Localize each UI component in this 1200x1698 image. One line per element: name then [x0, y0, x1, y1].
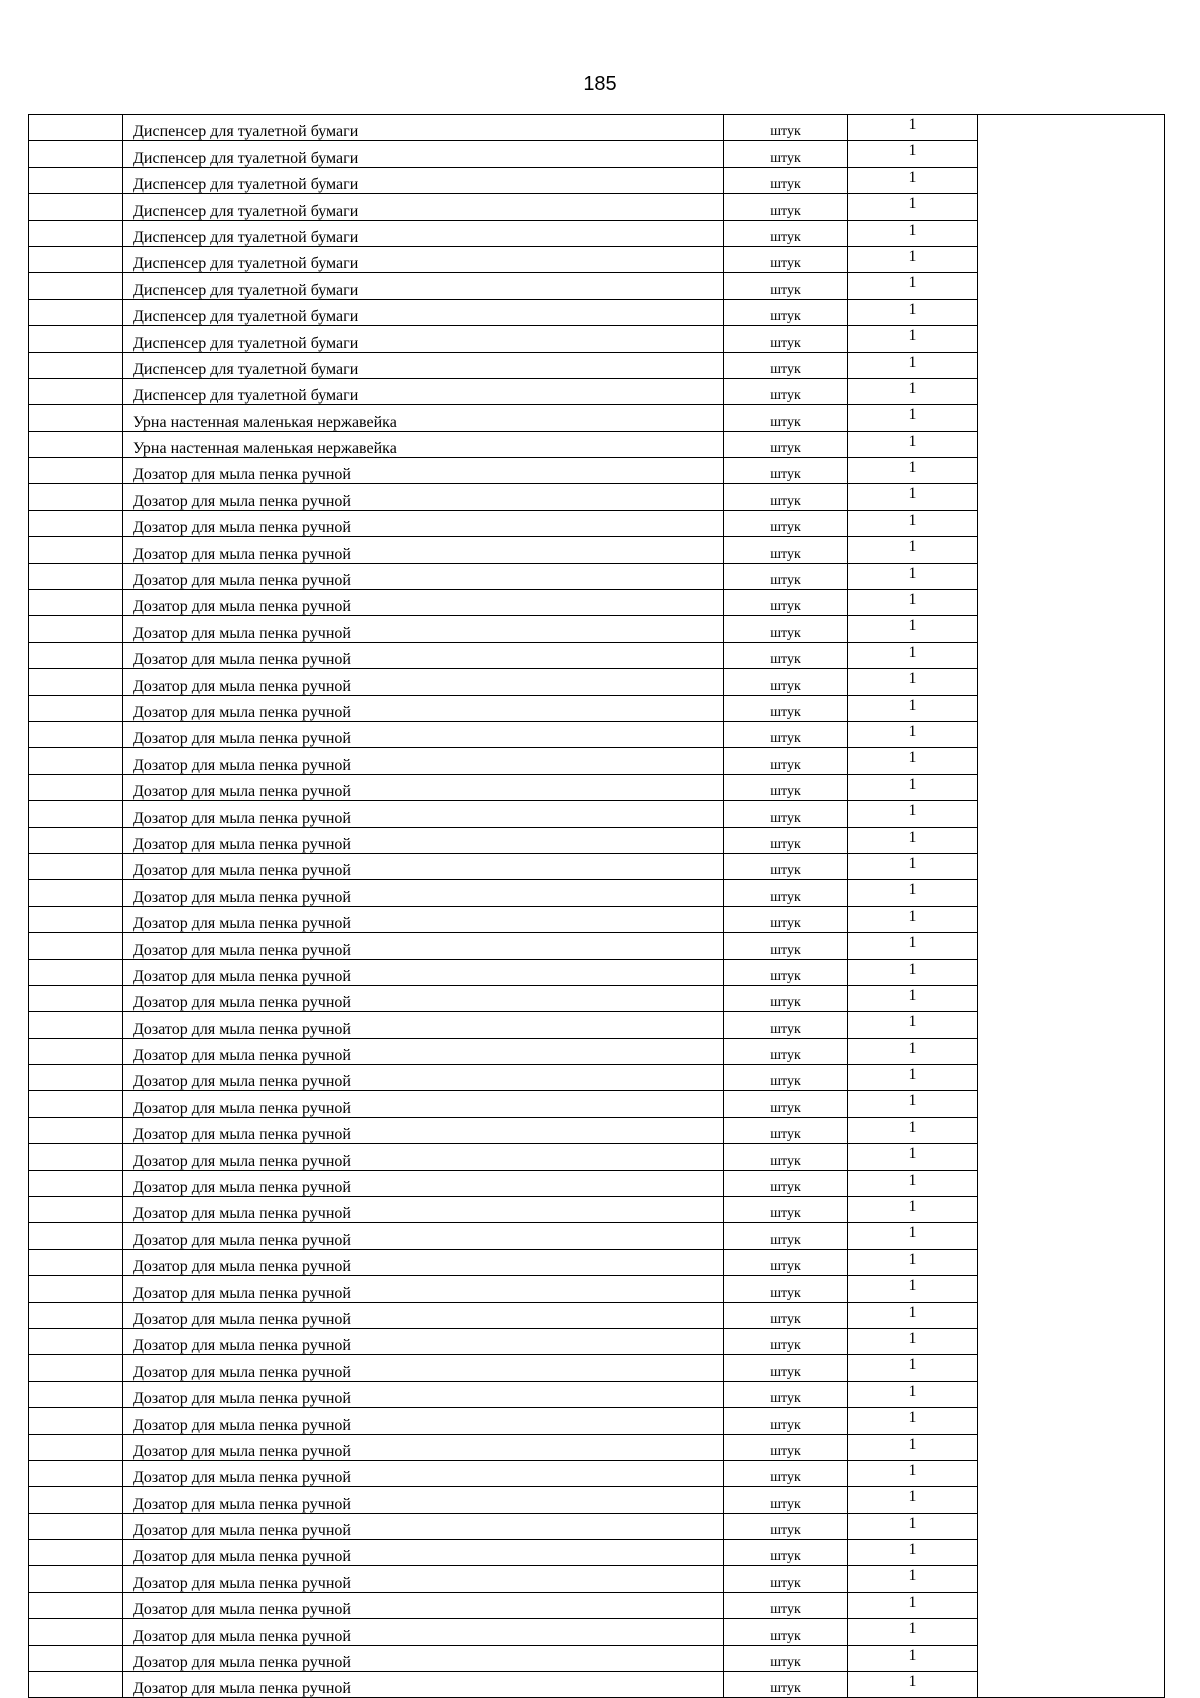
item-name-cell: Дозатор для мыла пенка ручной	[123, 1355, 724, 1381]
unit-cell: штук	[724, 1355, 848, 1381]
item-name-cell: Диспенсер для туалетной бумаги	[123, 246, 724, 272]
quantity-cell: 1	[848, 246, 978, 272]
quantity-cell: 1	[848, 1592, 978, 1618]
quantity-cell: 1	[848, 1619, 978, 1645]
item-name-cell: Дозатор для мыла пенка ручной	[123, 1249, 724, 1275]
quantity-cell: 1	[848, 563, 978, 589]
row-number-cell	[29, 1355, 123, 1381]
quantity-cell: 1	[848, 669, 978, 695]
item-name-cell: Диспенсер для туалетной бумаги	[123, 141, 724, 167]
unit-cell: штук	[724, 273, 848, 299]
quantity-cell: 1	[848, 1170, 978, 1196]
row-number-cell	[29, 115, 123, 141]
item-name-cell: Дозатор для мыла пенка ручной	[123, 1197, 724, 1223]
row-number-cell	[29, 1645, 123, 1671]
item-name-cell: Дозатор для мыла пенка ручной	[123, 616, 724, 642]
row-number-cell	[29, 220, 123, 246]
item-name-cell: Дозатор для мыла пенка ручной	[123, 1276, 724, 1302]
unit-cell: штук	[724, 405, 848, 431]
quantity-cell: 1	[848, 774, 978, 800]
note-cell	[978, 115, 1165, 1698]
row-number-cell	[29, 1487, 123, 1513]
quantity-cell: 1	[848, 801, 978, 827]
item-name-cell: Дозатор для мыла пенка ручной	[123, 590, 724, 616]
quantity-cell: 1	[848, 1566, 978, 1592]
unit-cell: штук	[724, 853, 848, 879]
unit-cell: штук	[724, 1302, 848, 1328]
unit-cell: штук	[724, 1038, 848, 1064]
row-number-cell	[29, 1117, 123, 1143]
row-number-cell	[29, 880, 123, 906]
quantity-cell: 1	[848, 1355, 978, 1381]
unit-cell: штук	[724, 959, 848, 985]
quantity-cell: 1	[848, 1302, 978, 1328]
quantity-cell: 1	[848, 906, 978, 932]
quantity-cell: 1	[848, 141, 978, 167]
unit-cell: штук	[724, 1592, 848, 1618]
row-number-cell	[29, 616, 123, 642]
unit-cell: штук	[724, 669, 848, 695]
unit-cell: штук	[724, 194, 848, 220]
quantity-cell: 1	[848, 695, 978, 721]
row-number-cell	[29, 378, 123, 404]
row-number-cell	[29, 510, 123, 536]
quantity-cell: 1	[848, 933, 978, 959]
row-number-cell	[29, 695, 123, 721]
quantity-cell: 1	[848, 827, 978, 853]
row-number-cell	[29, 1144, 123, 1170]
row-number-cell	[29, 1434, 123, 1460]
item-name-cell: Урна настенная маленькая нержавейка	[123, 431, 724, 457]
row-number-cell	[29, 1592, 123, 1618]
row-number-cell	[29, 141, 123, 167]
row-number-cell	[29, 1513, 123, 1539]
quantity-cell: 1	[848, 115, 978, 141]
unit-cell: штук	[724, 1091, 848, 1117]
item-name-cell: Дозатор для мыла пенка ручной	[123, 880, 724, 906]
item-name-cell: Диспенсер для туалетной бумаги	[123, 352, 724, 378]
item-name-cell: Дозатор для мыла пенка ручной	[123, 669, 724, 695]
row-number-cell	[29, 484, 123, 510]
unit-cell: штук	[724, 220, 848, 246]
item-name-cell: Дозатор для мыла пенка ручной	[123, 1117, 724, 1143]
item-name-cell: Дозатор для мыла пенка ручной	[123, 642, 724, 668]
quantity-cell: 1	[848, 1038, 978, 1064]
item-name-cell: Дозатор для мыла пенка ручной	[123, 1038, 724, 1064]
row-number-cell	[29, 827, 123, 853]
item-name-cell: Дозатор для мыла пенка ручной	[123, 458, 724, 484]
row-number-cell	[29, 458, 123, 484]
quantity-cell: 1	[848, 326, 978, 352]
item-name-cell: Дозатор для мыла пенка ручной	[123, 933, 724, 959]
unit-cell: штук	[724, 1170, 848, 1196]
unit-cell: штук	[724, 590, 848, 616]
item-name-cell: Дозатор для мыла пенка ручной	[123, 1065, 724, 1091]
unit-cell: штук	[724, 1328, 848, 1354]
unit-cell: штук	[724, 326, 848, 352]
unit-cell: штук	[724, 299, 848, 325]
unit-cell: штук	[724, 1487, 848, 1513]
quantity-cell: 1	[848, 167, 978, 193]
item-name-cell: Дозатор для мыла пенка ручной	[123, 853, 724, 879]
row-number-cell	[29, 1302, 123, 1328]
item-name-cell: Дозатор для мыла пенка ручной	[123, 1540, 724, 1566]
item-name-cell: Дозатор для мыла пенка ручной	[123, 801, 724, 827]
row-number-cell	[29, 1065, 123, 1091]
unit-cell: штук	[724, 1540, 848, 1566]
quantity-cell: 1	[848, 1223, 978, 1249]
unit-cell: штук	[724, 748, 848, 774]
quantity-cell: 1	[848, 352, 978, 378]
row-number-cell	[29, 1381, 123, 1407]
quantity-cell: 1	[848, 1487, 978, 1513]
item-name-cell: Дозатор для мыла пенка ручной	[123, 1513, 724, 1539]
row-number-cell	[29, 299, 123, 325]
quantity-cell: 1	[848, 431, 978, 457]
item-name-cell: Дозатор для мыла пенка ручной	[123, 1592, 724, 1618]
quantity-cell: 1	[848, 1460, 978, 1486]
item-name-cell: Дозатор для мыла пенка ручной	[123, 985, 724, 1011]
row-number-cell	[29, 1276, 123, 1302]
item-name-cell: Дозатор для мыла пенка ручной	[123, 1487, 724, 1513]
unit-cell: штук	[724, 537, 848, 563]
row-number-cell	[29, 590, 123, 616]
item-name-cell: Дозатор для мыла пенка ручной	[123, 695, 724, 721]
item-name-cell: Диспенсер для туалетной бумаги	[123, 273, 724, 299]
row-number-cell	[29, 167, 123, 193]
quantity-cell: 1	[848, 959, 978, 985]
item-name-cell: Дозатор для мыла пенка ручной	[123, 1381, 724, 1407]
quantity-cell: 1	[848, 273, 978, 299]
quantity-cell: 1	[848, 1408, 978, 1434]
unit-cell: штук	[724, 827, 848, 853]
unit-cell: штук	[724, 1117, 848, 1143]
row-number-cell	[29, 1566, 123, 1592]
quantity-cell: 1	[848, 1276, 978, 1302]
item-name-cell: Дозатор для мыла пенка ручной	[123, 774, 724, 800]
row-number-cell	[29, 801, 123, 827]
item-name-cell: Диспенсер для туалетной бумаги	[123, 220, 724, 246]
quantity-cell: 1	[848, 220, 978, 246]
unit-cell: штук	[724, 1249, 848, 1275]
unit-cell: штук	[724, 141, 848, 167]
row-number-cell	[29, 1012, 123, 1038]
quantity-cell: 1	[848, 748, 978, 774]
row-number-cell	[29, 1540, 123, 1566]
row-number-cell	[29, 748, 123, 774]
item-name-cell: Дозатор для мыла пенка ручной	[123, 1645, 724, 1671]
item-name-cell: Дозатор для мыла пенка ручной	[123, 537, 724, 563]
unit-cell: штук	[724, 721, 848, 747]
unit-cell: штук	[724, 1065, 848, 1091]
row-number-cell	[29, 669, 123, 695]
row-number-cell	[29, 352, 123, 378]
page-number: 185	[583, 73, 617, 95]
unit-cell: штук	[724, 695, 848, 721]
item-name-cell: Дозатор для мыла пенка ручной	[123, 1460, 724, 1486]
row-number-cell	[29, 1672, 123, 1698]
quantity-cell: 1	[848, 721, 978, 747]
row-number-cell	[29, 1170, 123, 1196]
row-number-cell	[29, 563, 123, 589]
quantity-cell: 1	[848, 1117, 978, 1143]
item-name-cell: Дозатор для мыла пенка ручной	[123, 1170, 724, 1196]
row-number-cell	[29, 933, 123, 959]
quantity-cell: 1	[848, 642, 978, 668]
row-number-cell	[29, 431, 123, 457]
quantity-cell: 1	[848, 1672, 978, 1698]
item-name-cell: Дозатор для мыла пенка ручной	[123, 1144, 724, 1170]
unit-cell: штук	[724, 1513, 848, 1539]
item-name-cell: Диспенсер для туалетной бумаги	[123, 326, 724, 352]
row-number-cell	[29, 326, 123, 352]
table-row	[29, 115, 1165, 141]
row-number-cell	[29, 194, 123, 220]
item-name-cell: Дозатор для мыла пенка ручной	[123, 1223, 724, 1249]
item-name-cell: Дозатор для мыла пенка ручной	[123, 1672, 724, 1698]
quantity-cell: 1	[848, 1012, 978, 1038]
item-name-cell: Дозатор для мыла пенка ручной	[123, 1091, 724, 1117]
unit-cell: штук	[724, 458, 848, 484]
row-number-cell	[29, 1460, 123, 1486]
unit-cell: штук	[724, 510, 848, 536]
item-name-cell: Дозатор для мыла пенка ручной	[123, 1619, 724, 1645]
row-number-cell	[29, 1328, 123, 1354]
item-name-cell: Дозатор для мыла пенка ручной	[123, 721, 724, 747]
row-number-cell	[29, 774, 123, 800]
row-number-cell	[29, 537, 123, 563]
inventory-table	[28, 114, 1165, 1698]
unit-cell: штук	[724, 1197, 848, 1223]
quantity-cell: 1	[848, 510, 978, 536]
row-number-cell	[29, 906, 123, 932]
table-body	[29, 115, 1165, 1698]
row-number-cell	[29, 642, 123, 668]
quantity-cell: 1	[848, 378, 978, 404]
item-name-cell: Урна настенная маленькая нержавейка	[123, 405, 724, 431]
item-name-cell: Дозатор для мыла пенка ручной	[123, 1566, 724, 1592]
quantity-cell: 1	[848, 194, 978, 220]
item-name-cell: Дозатор для мыла пенка ручной	[123, 510, 724, 536]
quantity-cell: 1	[848, 1328, 978, 1354]
unit-cell: штук	[724, 801, 848, 827]
item-name-cell: Дозатор для мыла пенка ручной	[123, 563, 724, 589]
row-number-cell	[29, 405, 123, 431]
unit-cell: штук	[724, 246, 848, 272]
unit-cell: штук	[724, 352, 848, 378]
quantity-cell: 1	[848, 537, 978, 563]
quantity-cell: 1	[848, 458, 978, 484]
row-number-cell	[29, 1408, 123, 1434]
quantity-cell: 1	[848, 985, 978, 1011]
row-number-cell	[29, 1249, 123, 1275]
quantity-cell: 1	[848, 405, 978, 431]
unit-cell: штук	[724, 115, 848, 141]
unit-cell: штук	[724, 1012, 848, 1038]
item-name-cell: Дозатор для мыла пенка ручной	[123, 906, 724, 932]
item-name-cell: Дозатор для мыла пенка ручной	[123, 1302, 724, 1328]
row-number-cell	[29, 1038, 123, 1064]
unit-cell: штук	[724, 1645, 848, 1671]
row-number-cell	[29, 1619, 123, 1645]
unit-cell: штук	[724, 1408, 848, 1434]
row-number-cell	[29, 959, 123, 985]
item-name-cell: Дозатор для мыла пенка ручной	[123, 1012, 724, 1038]
unit-cell: штук	[724, 1144, 848, 1170]
unit-cell: штук	[724, 774, 848, 800]
item-name-cell: Диспенсер для туалетной бумаги	[123, 194, 724, 220]
item-name-cell: Дозатор для мыла пенка ручной	[123, 1408, 724, 1434]
unit-cell: штук	[724, 378, 848, 404]
unit-cell: штук	[724, 642, 848, 668]
quantity-cell: 1	[848, 1144, 978, 1170]
quantity-cell: 1	[848, 1249, 978, 1275]
unit-cell: штук	[724, 1460, 848, 1486]
quantity-cell: 1	[848, 590, 978, 616]
item-name-cell: Диспенсер для туалетной бумаги	[123, 378, 724, 404]
unit-cell: штук	[724, 167, 848, 193]
unit-cell: штук	[724, 1672, 848, 1698]
unit-cell: штук	[724, 933, 848, 959]
row-number-cell	[29, 1091, 123, 1117]
item-name-cell: Дозатор для мыла пенка ручной	[123, 827, 724, 853]
quantity-cell: 1	[848, 1513, 978, 1539]
item-name-cell: Дозатор для мыла пенка ручной	[123, 748, 724, 774]
unit-cell: штук	[724, 1566, 848, 1592]
unit-cell: штук	[724, 985, 848, 1011]
item-name-cell: Дозатор для мыла пенка ручной	[123, 959, 724, 985]
quantity-cell: 1	[848, 484, 978, 510]
row-number-cell	[29, 246, 123, 272]
row-number-cell	[29, 721, 123, 747]
unit-cell: штук	[724, 880, 848, 906]
quantity-cell: 1	[848, 299, 978, 325]
unit-cell: штук	[724, 1434, 848, 1460]
item-name-cell: Дозатор для мыла пенка ручной	[123, 484, 724, 510]
quantity-cell: 1	[848, 1197, 978, 1223]
unit-cell: штук	[724, 616, 848, 642]
unit-cell: штук	[724, 1223, 848, 1249]
quantity-cell: 1	[848, 853, 978, 879]
quantity-cell: 1	[848, 1381, 978, 1407]
quantity-cell: 1	[848, 1540, 978, 1566]
unit-cell: штук	[724, 1619, 848, 1645]
quantity-cell: 1	[848, 1091, 978, 1117]
unit-cell: штук	[724, 906, 848, 932]
item-name-cell: Диспенсер для туалетной бумаги	[123, 299, 724, 325]
quantity-cell: 1	[848, 1065, 978, 1091]
quantity-cell: 1	[848, 616, 978, 642]
item-name-cell: Диспенсер для туалетной бумаги	[123, 167, 724, 193]
unit-cell: штук	[724, 1381, 848, 1407]
unit-cell: штук	[724, 563, 848, 589]
quantity-cell: 1	[848, 880, 978, 906]
row-number-cell	[29, 1223, 123, 1249]
row-number-cell	[29, 853, 123, 879]
quantity-cell: 1	[848, 1645, 978, 1671]
unit-cell: штук	[724, 484, 848, 510]
item-name-cell: Дозатор для мыла пенка ручной	[123, 1434, 724, 1460]
item-name-cell: Диспенсер для туалетной бумаги	[123, 115, 724, 141]
unit-cell: штук	[724, 431, 848, 457]
item-name-cell: Дозатор для мыла пенка ручной	[123, 1328, 724, 1354]
unit-cell: штук	[724, 1276, 848, 1302]
quantity-cell: 1	[848, 1434, 978, 1460]
row-number-cell	[29, 985, 123, 1011]
row-number-cell	[29, 1197, 123, 1223]
row-number-cell	[29, 273, 123, 299]
